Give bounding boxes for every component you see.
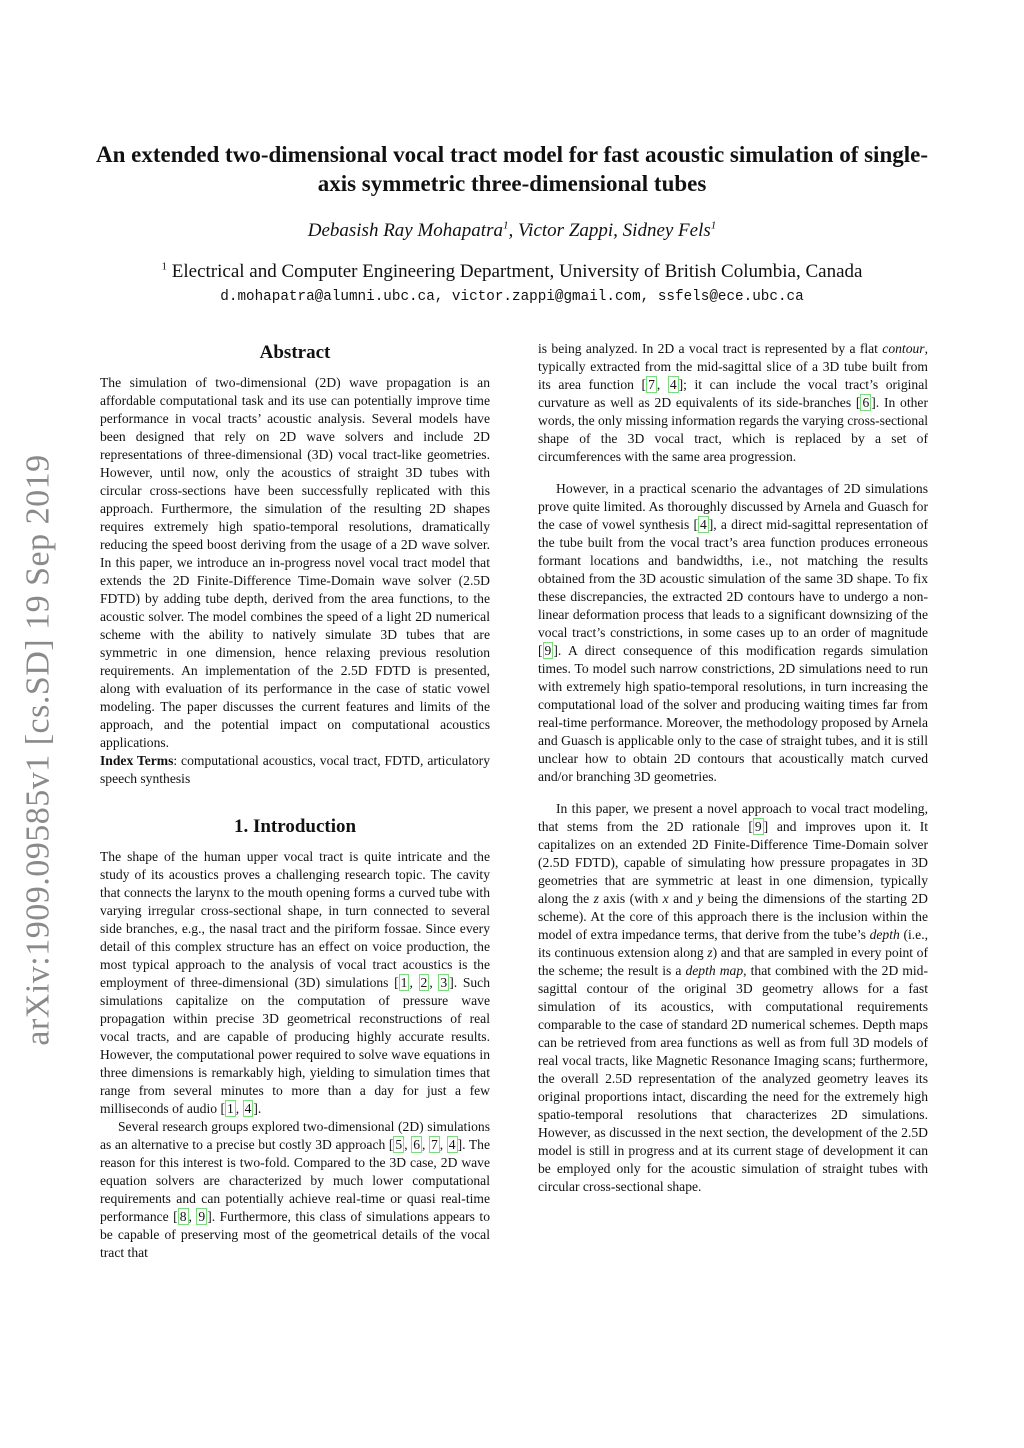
author-3-affil-mark: 1	[710, 219, 717, 232]
citation-link[interactable]: 3	[440, 975, 448, 990]
right-paragraph-3: In this paper, we present a novel approach to vocal tract modeling, that stems from the 2D rationale [ 9 ] and improves upon it. It capitalizes on an extended 2D Finite-Difference Time-Domain solver (2.5D FDTD), capable of simulating how pressure propagates in 3D geometries that are symmetric at least in one dimension, typically along the z axis (with x and y being the dimensions of the starting 2D scheme). At the core of this approach there is the inclusion within the model of extra impedance terms, that derive from the tube’s depth (i.e., its continuous extension along z) and that are sampled in every point of the scheme; the result is a depth map, that combined with the 2D mid-sagittal contour of the original 3D geometry allows for a fast simulation of its acoustics, with computational requirements comparable to the case of standard 2D numerical schemes. Depth maps can be retrieved from area functions as well as from full 3D models of real vocal tracts, like Magnetic Resonance Imaging scans; furthermore, the overall 2.5D representation of the analyzed geometry leaves its original proportions intact, discarding the need for the extremely high spatio-temporal resolutions that characterizes 2D simulations. However, as discussed in the next section, the development of the 2.5D model is still in progress and at its current stage of development it can be employed only for the acoustic simulation of straight tubes with circular cross-sectional shape.	[538, 801, 929, 1194]
author-list	[95, 218, 929, 244]
right-paragraph-2: However, in a practical scenario the advantages of 2D simulations prove quite limited. As thoroughly discussed by Arnela and Guasch for the case of vowel synthesis [ 4 ], a direct mid-sagittal representation of the tube built from the vocal tract’s area function produces erroneous formant locations and bandwidths, i.e., not matching the results obtained from the 3D acoustic simulation of the same 3D shape. To fix these discrepancies, the extracted 2D contours have to undergo a non-linear deformation process that leads to a significant downsizing of the vocal tract’s constrictions, in some cases up to an order of magnitude [ 9 ]. A direct consequence of this modification regards simulation times. To model such narrow constrictions, 2D simulations need to run with extremely high spatio-temporal resolutions, in turn increasing the computational load of the solver and producing waiting times far from real-time performance. Moreover, the methodology proposed by Arnela and Guasch is applicable only to the case of straight tubes, and it is still unclear how to obtain 2D contours that acoustically match curved and/or branching 3D geometries.	[538, 481, 928, 784]
affiliation-text: Electrical and Computer Engineering Department, University of British Columbia, Canada	[167, 261, 863, 282]
index-terms-text: : computational acoustics, vocal tract, FDTD, articulatory speech synthesis	[100, 753, 490, 786]
arxiv-side-stamp	[14, 430, 64, 1070]
citation-link[interactable]: 9	[198, 1209, 206, 1224]
citation-link[interactable]: 4	[699, 517, 707, 532]
paper-title: An extended two-dimensional vocal tract model for fast acoustic simulation of single-axis symmetric three-dimensional tubes	[96, 142, 928, 196]
index-terms	[100, 752, 490, 788]
abstract-body: The simulation of two-dimensional (2D) wave propagation is an affordable computational task and its use can potentially improve time performance in vocal tracts’ acoustic analysis. Several models have been designed that rely on 2D wave solvers and include 2D representations of three-dimensional (3D) vocal tract-like geometries. However, until now, only the acoustics of straight 3D tubes with circular cross-sections have been successfully replicated with this approach. Furthermore, the simulation of the resulting 2D shapes requires extremely high spatio-temporal resolutions, dramatically reducing the speed boost deriving from the usage of a 2D wave solver. In this paper, we introduce an in-progress novel vocal tract model that extends the 2D Finite-Difference Time-Domain wave solver (2.5D FDTD) by adding tube depth, derived from the area functions, to the acoustic solver. The model combines the speed of a light 2D numerical scheme with the ability to natively simulate 3D tubes that are symmetric in one dimension, hence relaxing previous resolution requirements. An implementation of the 2.5D FDTD is presented, along with evaluation of its performance in the case of static vowel modeling. The paper discusses the current features and limits of the approach, and the potential impact on computational acoustics applications.	[100, 375, 490, 750]
citation-link[interactable]: 7	[648, 377, 655, 392]
author-1: Debasish Ray Mohapatra	[307, 220, 503, 241]
affiliation-mark: 1	[161, 260, 168, 273]
author-1-affil-mark: 1	[502, 219, 509, 232]
affiliation	[95, 260, 929, 284]
citation-link[interactable]: 1	[400, 975, 408, 990]
citation-link[interactable]: 9	[754, 819, 762, 834]
citation-link[interactable]: 2	[420, 975, 428, 990]
citation-link[interactable]: 5	[395, 1137, 403, 1152]
citation-link[interactable]: 8	[179, 1209, 187, 1224]
citation-link[interactable]: 6	[862, 395, 870, 410]
citation-link[interactable]: 6	[413, 1137, 420, 1152]
intro-paragraph-1: The shape of the human upper vocal tract is quite intricate and the study of its acoustics proves a challenging research topic. The cavity that connects the larynx to the mouth opening forms a curved tube with varying irregular cross-sectional shape, in turn connected to several side branches, e.g., the nasal tract and the piriform fossae. Since every detail of this complex structure has an effect on voice production, the most typical approach to the analysis of vocal tract acoustics is the employment of three-dimensional (3D) simulations [ 1 , 2 , 3 ]. Such simulations capitalize on the computation of pressure wave propagation within precise 3D geometrical reconstructions of real vocal tracts, and are capable of producing highly accurate results. However, the computational power required to solve wave equations in three dimensions is remarkably high, yielding to simulation times that range from several minutes to more than a day for just a few milliseconds of audio [ 1 , 4 ].	[100, 849, 491, 1116]
index-terms-label: Index Terms	[100, 753, 174, 768]
citation-link[interactable]: 1	[226, 1101, 234, 1116]
author-2-3: , Victor Zappi, Sidney Fels	[508, 220, 711, 241]
citation-link[interactable]: 7	[431, 1137, 438, 1152]
abstract-heading: Abstract	[259, 342, 331, 363]
citation-link[interactable]: 4	[244, 1101, 252, 1116]
introduction-heading: 1. Introduction	[233, 816, 357, 837]
citation-link[interactable]: 4	[448, 1137, 456, 1152]
citation-link[interactable]: 9	[544, 643, 552, 658]
right-paragraph-1: is being analyzed. In 2D a vocal tract is represented by a flat contour, typically extracted from the mid-sagittal slice of a 3D tube built from its area function [ 7 , 4 ]; it can include the vocal tract’s original curvature as well as 2D equivalents of its side-branches [ 6 ]. In other words, the only missing information regards the varying cross-sectional shape of the 3D vocal tract, which is replaced by a set of circumferences with the same area progression.	[538, 341, 929, 464]
arxiv-identifier: arXiv:1909.09585v1 [cs.SD] 19 Sep 2019	[20, 454, 58, 1046]
citation-link[interactable]: 4	[669, 377, 677, 392]
right-column	[538, 340, 928, 1196]
left-column	[100, 340, 490, 1262]
author-emails: d.mohapatra@alumni.ubc.ca, victor.zappi@gmail.com, ssfels@ece.ubc.ca	[220, 289, 804, 305]
intro-paragraph-2: Several research groups explored two-dimensional (2D) simulations as an alternative to a precise but costly 3D approach [ 5 , 6 , 7 , 4 ]. The reason for this interest is two-fold. Compared to the 3D case, 2D wave equation solvers are characterized by much lower computational requirements and can potentially achieve real-time or quasi real-time performance [ 8 , 9 ]. Furthermore, this class of simulations appears to be capable of preserving most of the geometrical details of the vocal tract that	[100, 1119, 491, 1260]
